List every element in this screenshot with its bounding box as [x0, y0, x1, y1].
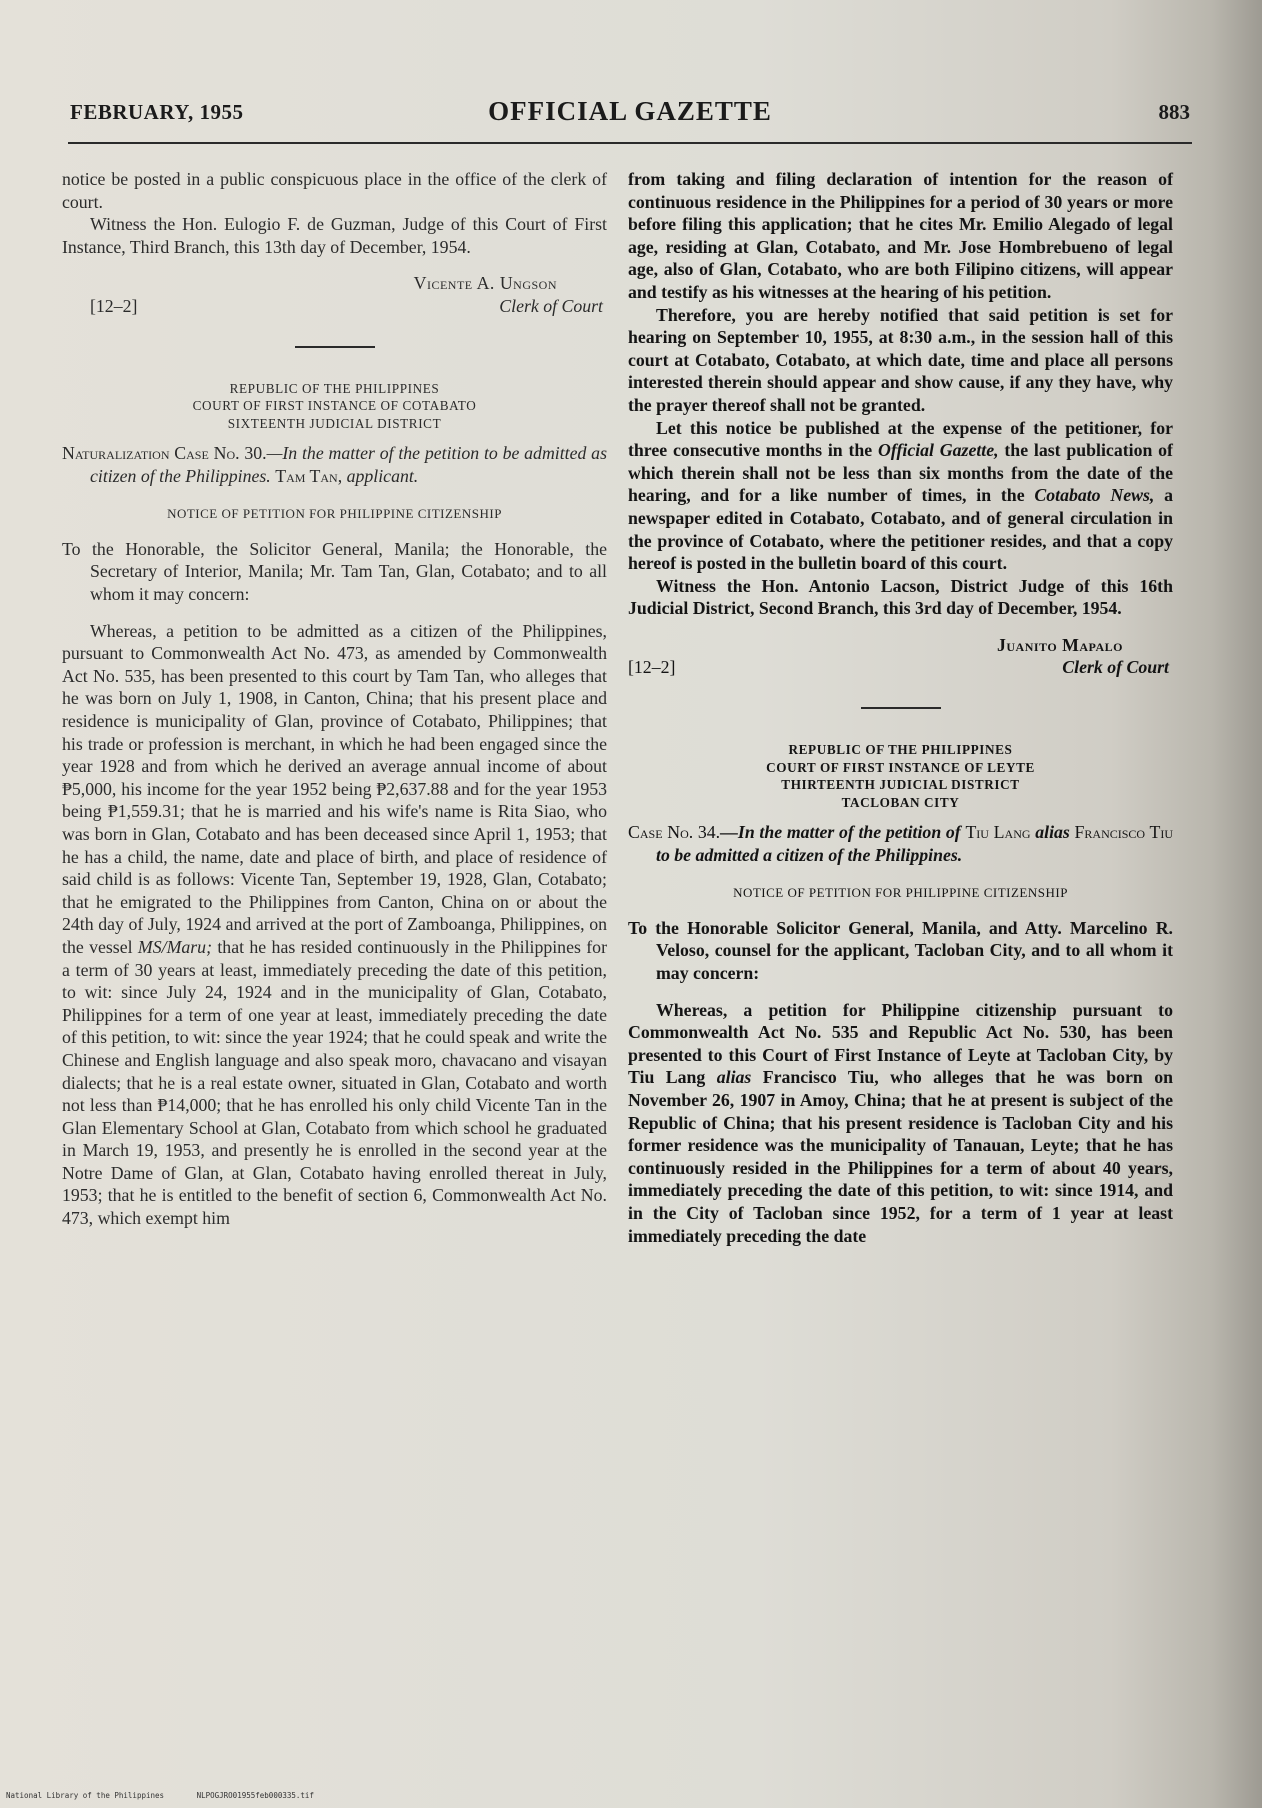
publication-text-continued: the last publication of which therein shall not be less than six months from the date of the hearing, and for a like number of times, in the: [628, 440, 1173, 506]
gazette-name: Official Gazette,: [878, 440, 999, 461]
whereas-paragraph: [62, 620, 607, 1230]
header-date: FEBRUARY, 1955: [70, 100, 244, 124]
file-name: NLPOGJRO01955feb000335.tif: [196, 1791, 314, 1800]
notice-title: NOTICE OF PETITION FOR PHILIPPINE CITIZENSHIP: [733, 885, 1068, 901]
section-divider: [295, 346, 375, 348]
continuation-paragraph: notice be posted in a public conspicuous place in the office of the clerk of court.: [62, 169, 607, 212]
newspaper-name: Cotabato News,: [1034, 485, 1155, 506]
addressees-paragraph: To the Honorable Solicitor General, Manila, and Atty. Marcelino R. Veloso, counsel for the applicant, Tacloban City, and to all whom it may concern:: [628, 917, 1173, 984]
reference-number: [12–2]: [628, 657, 676, 678]
signatory-title: Clerk of Court: [499, 295, 603, 316]
publication-paragraph: [628, 417, 1173, 575]
alias-word: alias: [716, 1067, 752, 1088]
reference-number: [12–2]: [90, 295, 138, 316]
vessel-name: MS/Maru;: [137, 936, 212, 957]
witness-paragraph: Witness the Hon. Antonio Lacson, District Judge of this 16th Judicial District, Second Branch, this 3rd day of December, 1954.: [628, 575, 1173, 619]
signatory: [414, 272, 607, 317]
publication-title: OFFICIAL GAZETTE: [488, 96, 772, 126]
library-credit: National Library of the Philippines: [6, 1791, 165, 1800]
signatory-title: Clerk of Court: [1062, 657, 1169, 678]
whereas-paragraph: [628, 999, 1173, 1248]
signatory: [997, 634, 1173, 679]
continuation-paragraph: [628, 168, 1173, 304]
court-line: THIRTEENTH JUDICIAL DISTRICT: [781, 777, 1020, 793]
court-line: REPUBLIC OF THE PHILIPPINES: [788, 742, 1013, 758]
court-line: COURT OF FIRST INSTANCE OF COTABATO: [192, 398, 477, 414]
whereas-text: Whereas, a petition for Philippine citizenship pursuant to Commonwealth Act No. 535 and Republic Act No. 530, has been presented to this Court of First Instance of Leyte at Tacloban City, by Tiu Lang: [628, 999, 1173, 1088]
page-header: [70, 96, 1190, 136]
court-heading: [62, 380, 607, 433]
signature-block: [90, 272, 607, 317]
court-heading: [628, 741, 1173, 811]
applicant-name: Tam Tan,: [275, 465, 343, 486]
court-line: COURT OF FIRST INSTANCE OF LEYTE: [766, 759, 1035, 775]
case-label: Case No. 34.: [628, 822, 721, 843]
case-matter: —In the matter of the petition to be admitted as citizen of the Philippines.: [90, 443, 607, 486]
publication-text-end: a newspaper edited in Cotabato, Cotabato, and of general circulation in the province of Cotabato, where the petitioner resides, and that a copy hereof is posted in the bulletin board of this court.: [628, 485, 1173, 574]
signature-block: [628, 634, 1173, 679]
case-matter: —In the matter of the petition of: [720, 822, 966, 843]
right-column: [628, 168, 1173, 1247]
petitioner-alias: Francisco Tiu: [1074, 822, 1173, 843]
case-title: [62, 442, 607, 487]
publication-text: Let this notice be published at the expense of the petitioner, for three consecutive months in the: [628, 417, 1173, 461]
page-number: 883: [1158, 100, 1190, 124]
whereas-text-continued: that he has resided continuously in the Philippines for a term of 30 years at least, immediately preceding the date of this petition, to wit: since July 24, 1924 and in the municipality of Glan, Cotabato, Philippines for a term of one year at least, immediately preceding the date of this petition, to wit: since the year 1924; that he could speak and write the Chinese and English language and also speak moro, chavacano and visayan dialects; that he is a real estate owner, situated in Glan, Cotabato and worth not less than ₱14,000; that he has enrolled his only child Vicente Tan in the Glan Elementary School at Glan, Cotabato from which school he graduated in March 19, 1953, and presently he is enrolled in the second year at the Notre Dame of Glan, at Glan, Cotabato having enrolled thereat in July, 1953; that he is entitled to the benefit of section 6, Commonwealth Act No. 473, which exempt him: [62, 936, 607, 1229]
witness-paragraph: Witness the Hon. Eulogio F. de Guzman, Judge of this Court of First Instance, Third Branch, this 13th day of December, 1954.: [62, 214, 607, 257]
court-line: REPUBLIC OF THE PHILIPPINES: [229, 380, 440, 396]
case-title: [628, 821, 1173, 866]
court-line: SIXTEENTH JUDICIAL DISTRICT: [227, 415, 442, 431]
continuation-text: from taking and filing declaration of intention for the reason of continuous residence in the Philippines for a period of 30 years or more before filing this application; that he cites Mr. Emilio Alegado of legal age, residing at Glan, Cotabato, and Mr. Jose Hombrebueno of legal age, also of Glan, Cotabato, who are both Filipino citizens, will appear and testify as his witnesses at the hearing of his petition.: [628, 169, 1173, 302]
case-matter-end: to be admitted a citizen of the Philippines.: [656, 844, 963, 865]
addressees-paragraph: To the Honorable, the Solicitor General, Manila; the Honorable, the Secretary of Interior, Manila; Mr. Tam Tan, Glan, Cotabato; and to all whom it may concern:: [62, 538, 607, 605]
header-rule: [68, 142, 1192, 144]
case-label: Naturalization Case No. 30.: [62, 443, 267, 464]
court-line: TACLOBAN CITY: [841, 794, 960, 810]
scan-footer: [6, 1791, 342, 1800]
notice-title: NOTICE OF PETITION FOR PHILIPPINE CITIZENSHIP: [167, 506, 502, 522]
signatory-name: Vicente A. Ungson: [413, 273, 557, 294]
therefore-paragraph: Therefore, you are hereby notified that said petition is set for hearing on September 10, 1955, at 8:30 a.m., in the session hall of this court at Cotabato, Cotabato, at which date, time and place all persons interested therein should appear and show cause, if any they have, why the prayer thereof shall not be granted.: [628, 304, 1173, 415]
section-divider: [861, 707, 941, 709]
petitioner-name: Tiu Lang: [965, 822, 1031, 843]
whereas-text: Whereas, a petition to be admitted as a citizen of the Philippines, pursuant to Commonwealth Act No. 473, as amended by Commonwealth Act No. 535, has been presented to this court by Tam Tan, who alleges that he was born on July 1, 1908, in Canton, China; that his present place and residence is municipality of Glan, province of Cotabato, Philippines; that his trade or profession is merchant, in which he had been engaged since the year 1928 and from which he derived an average annual income of about ₱5,000, his income for the year 1952 being ₱2,637.88 and for the year 1953 being ₱1,559.31; that he is married and his wife's name is Rita Siao, who was born in Glan, Cotabato and has been deceased since April 1, 1953; that he has a child, the name, date and place of birth, and place of residence of said child is as follows: Vicente Tan, September 19, 1928, Glan, Cotabato; that he emigrated to the Philippines from Canton, China on or about the 24th day of July, 1924 and arrived at the port of Zamboanga, Philippines, on the vessel: [62, 620, 607, 957]
signatory-name: Juanito Mapalo: [996, 634, 1123, 655]
left-column: [62, 168, 607, 1230]
whereas-text-continued: Francisco Tiu, who alleges that he was born on November 26, 1907 in Amoy, China; that he at present is subject of the Republic of China; that his present residence is Tacloban City and his former residence was the municipality of Tanauan, Leyte; that he has continuously resided in the Philippines for a term of about 40 years, immediately preceding the date of this petition, to wit: since 1914, and in the City of Tacloban since 1952, for a term of 1 year at least immediately preceding the date: [628, 1067, 1173, 1246]
alias-word: alias: [1030, 822, 1075, 843]
applicant-role: applicant.: [346, 465, 419, 486]
